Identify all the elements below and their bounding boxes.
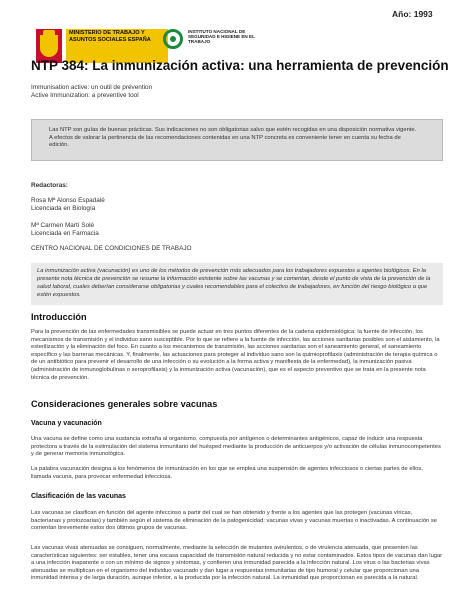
- vacunacion-paragraph: La palabra vacunación designa a los fenómenos de inmunización en los que se emplea una suspensión de agentes infecciosos o ciertas partes de ellos, llamada vacuna, para provocar enfermedad infecciosa.: [31, 466, 423, 480]
- disclaimer-text: Las NTP son guías de buenas prácticas. Sus indicaciones no son obligatorias salvo que estén recogidas en una disposición normativa vigente. A efectos de valorar la pertinencia de las recomendaciones contenidas en una NTP concreta es conveniente tener en cuenta su fecha de edición.: [49, 127, 417, 149]
- insht-emblem-icon: [163, 29, 183, 49]
- author-role: Licenciada en Biología: [31, 205, 96, 212]
- intro-paragraph: Para la prevención de las enfermedades transmisibles se puede actuar en tres puntos diferentes de la cadena epidemiológica: la fuente de infección, los mecanismos de transmisión y el individuo sano susceptible. Por lo que se refiere a la fuente de infección, las acciones sanitarias posibles son el aislamiento, la esterilización y la eliminación del foco. En cuanto a los mecanismos de transmisión, las acciones sanitarias son el saneamiento general, el saneamiento específico y las barreras mecánicas. Y, finalmente, las actuaciones para proteger al individuo sano son la quimioprofilaxis (administración de terapia química o de un antibiótico para prevenir el desarrollo de una infección o su evolución a la forma activa y manifiesta de la enfermedad), la inmunización pasiva (administración de inmunoglobulinas o seroprofilaxis) y la inmunización activa (vacunación), que es el aspecto preventivo que se trata en la presente nota técnica de prevención.: [31, 329, 440, 381]
- disclaimer-box: [31, 119, 443, 161]
- insht-logo: [163, 29, 273, 51]
- clasificacion-paragraph: Las vacunas se clasifican en función del agente infeccioso a partir del cual se han obtenido y frente a los agentes que las protegen (vacunas víricas, bacterianas y protozoarias) y también según el sistema de eliminación de la patogenicidad: vacunas vivas y vacunas muertas o inactivadas. A continuación se comentan brevemente estos dos últimos grupos de vacunas.: [31, 510, 438, 532]
- ministerio-logo-text: MINISTERIO DE TRABAJO Y ASUNTOS SOCIALES ESPAÑA: [66, 29, 168, 63]
- author-name: Mª Carmen Martí Solé: [31, 222, 95, 229]
- insht-logo-text: INSTITUTO NACIONAL DE SEGURIDAD E HIGIENE EN EL TRABAJO: [188, 29, 255, 45]
- vacuna-paragraph: Una vacuna se define como una sustancia extraña al organismo, compuesta por antígenos o determinantes antigénicos, capaz de inducir una respuesta protectora a través de la estimulación del sistema inmunitario del huésped mediante la producción de anticuerpos y/o activación de células inmunocompetentes y de generar memoria inmunológica.: [31, 436, 441, 458]
- authors-label: Redactoras:: [31, 182, 68, 189]
- subsection-title-clasificacion: Clasificación de las vacunas: [31, 493, 126, 500]
- vacunas-vivas-paragraph: Las vacunas vivas atenuadas se consiguen, normalmente, mediante la selección de mutantes avirulentos, o de virulencia atenuada, que presenten las características siguientes: ser estables, tener una escasa capacidad de transmisión natural reducida y no estar contaminados. Estos tipos de vacunas dan lugar a una infección inaparente o con un mínimo de signos y síntomas, y confieren una inmunidad parecida a la infección natural. Los virus o las bacterias vivas atenuadas se multiplican en el organismo del individuo vacunado y dan lugar a respuestas inmunitarias de tipo humoral y celular que proporcionan una inmunidad intensa y de larga duración, aunque inferior, a la producida por la infección natural. La inmunidad que proporcionan es parecida a la natural.: [31, 545, 443, 582]
- section-title-consideraciones: Consideraciones generales sobre vacunas: [31, 399, 218, 409]
- center-name: CENTRO NACIONAL DE CONDICIONES DE TRABAJO: [31, 245, 192, 252]
- year-label: Año: 1993: [392, 9, 433, 19]
- author-role: Licenciada en Farmacia: [31, 230, 99, 237]
- subtitle-french: Immunisation active: un outil de prévention: [31, 84, 153, 91]
- subsection-title-vacuna: Vacuna y vacunación: [31, 420, 102, 427]
- subtitle-english: Active Immunization: a preventive tool: [31, 92, 139, 99]
- section-title-introduccion: Introducción: [31, 312, 87, 322]
- abstract-box: [31, 263, 443, 305]
- author-name: Rosa Mª Alonso Espadalé: [31, 197, 105, 204]
- abstract-text: La inmunización activa (vacunación) es uno de los métodos de prevención más adecuados para los trabajadores expuestos a agentes biológicos. En la presente nota técnica de prevención se resume la información existente sobre las vacunas y se comentan, desde el punto de vista de la prevención de la salud laboral, cuales deberían considerarse obligatorias y cuales recomendables para el colectivo de trabajadores, en función del riesgo biológico a que estén expuestos.: [37, 268, 431, 298]
- document-title: NTP 384: La inmunización activa: una herramienta de prevención: [31, 58, 449, 73]
